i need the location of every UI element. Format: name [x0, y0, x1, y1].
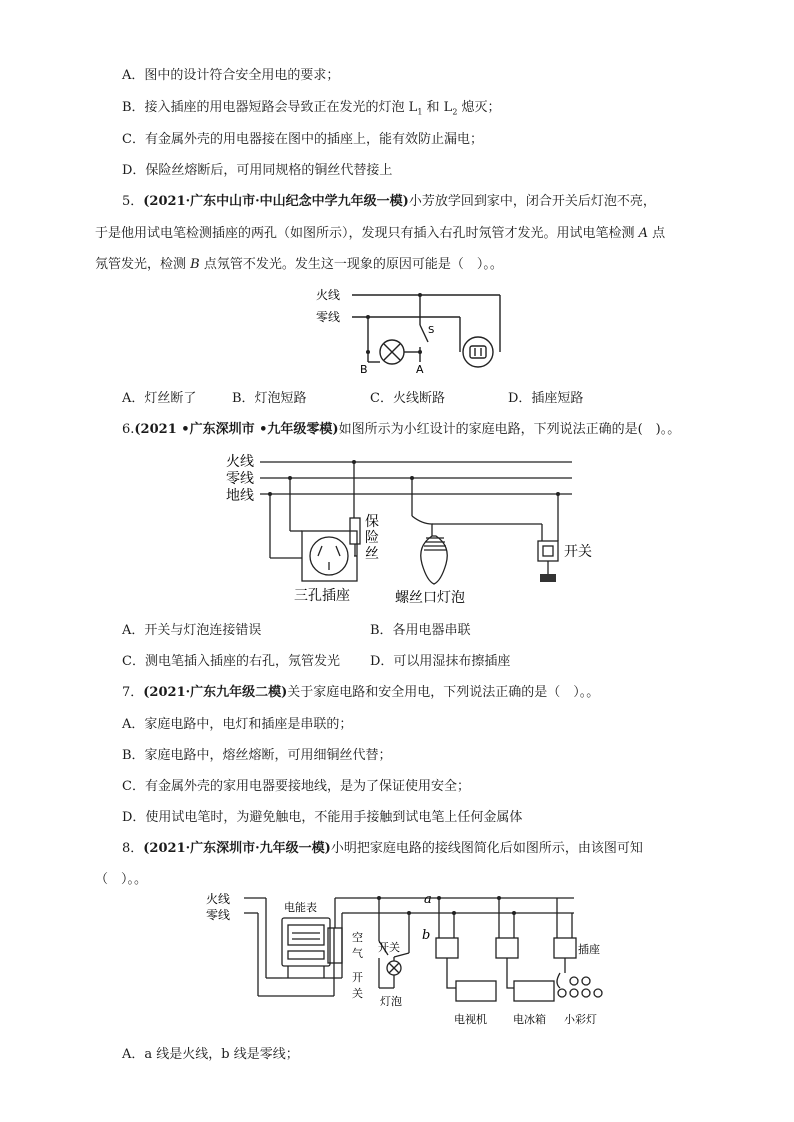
- q8-fig-lamp-label: 灯泡: [380, 995, 402, 1008]
- q8-stem-text: 小明把家庭电路的接线图简化后如图所示，由该图可知: [330, 841, 643, 856]
- q6-fig-fuse-char1: 保: [365, 514, 379, 530]
- q8-fig-breaker-char3: 开: [352, 971, 363, 984]
- q6-fig-neutral-label: 零线: [226, 471, 254, 487]
- q4-option-a: A．图中的设计符合安全用电的要求；: [122, 68, 340, 83]
- q6-fig-socket-label: 三孔插座: [294, 588, 350, 604]
- q8-fig-fridge-label: 电冰箱: [513, 1013, 546, 1026]
- q6-stem: [122, 421, 680, 439]
- q5-var-b: B: [190, 257, 200, 272]
- q8-fig-switch-label: 开关: [378, 941, 400, 954]
- q8-fig-meter-label: 电能表: [284, 901, 317, 914]
- q8-fig-wire-a: a: [424, 893, 432, 907]
- q6-fig-ground-label: 地线: [226, 488, 254, 504]
- q8-fig-wire-b: b: [422, 928, 431, 943]
- q5-number: 5．: [122, 194, 144, 209]
- q6-source: (2021 •广东深圳市 •九年级零模): [134, 422, 339, 437]
- q7-stem: [122, 684, 599, 702]
- q8-stem: [122, 840, 643, 858]
- q8-fig-socket-label: 插座: [578, 943, 600, 956]
- q5-fig-live-label: 火线: [316, 288, 341, 302]
- q8-fig-lights-label: 小彩灯: [564, 1013, 597, 1026]
- q8-option-a: A．a 线是火线，b 线是零线；: [122, 1047, 299, 1062]
- q4-option-b-sub1: 1: [417, 107, 423, 117]
- q5-fig-point-a: A: [416, 363, 424, 376]
- q6-fig-fuse-char3: 丝: [365, 546, 379, 562]
- q5-source: (2021·广东中山市·中山纪念中学九年级一模): [143, 194, 409, 209]
- q8-stem-line2: （ ）。。: [95, 872, 148, 887]
- q5-stem-text3: 氖管发光，检测: [95, 257, 191, 272]
- q6-fig-live-label: 火线: [226, 454, 254, 470]
- q5-option-c: C．火线断路: [370, 391, 445, 406]
- q8-fig-neutral-label: 零线: [206, 908, 231, 922]
- q7-option-c: C．有金属外壳的家用电器要接地线，是为了保证使用安全；: [122, 779, 470, 794]
- q5-var-a: A: [638, 226, 649, 241]
- q8-fig-tv-label: 电视机: [454, 1013, 487, 1026]
- q4-option-b-mid: 和 L: [422, 100, 453, 115]
- q6-circuit-figure: [222, 446, 602, 616]
- q8-fig-live-label: 火线: [206, 893, 231, 906]
- q7-option-d: D．使用试电笔时，为避免触电，不能用手接触到试电笔上任何金属体: [122, 810, 523, 825]
- q5-fig-point-b: B: [360, 363, 368, 376]
- q4-option-b-text: B．接入插座的用电器短路会导致正在发光的灯泡 L: [122, 100, 418, 115]
- q4-option-b-sub2: 2: [452, 107, 458, 117]
- q6-fig-bulb-label: 螺丝口灯泡: [395, 590, 465, 606]
- q6-option-a: A．开关与灯泡连接错误: [122, 623, 262, 638]
- q5-stem-text2: 于是他用试电笔检测插座的两孔（如图所示），发现只有插入右孔时氖管才发光。用试电笔检测: [95, 226, 639, 241]
- q4-option-b-end: 熄灭；: [457, 100, 501, 115]
- q7-source: (2021·广东九年级二模): [143, 685, 288, 700]
- q6-option-b: B．各用电器串联: [370, 623, 471, 638]
- q5-option-a: A．灯丝断了: [122, 391, 197, 406]
- q8-number: 8．: [122, 841, 144, 856]
- q8-fig-breaker-char1: 空: [352, 931, 363, 944]
- q8-fig-breaker-char4: 关: [352, 987, 363, 1000]
- q7-stem-text: 关于家庭电路和安全用电，下列说法正确的是（ ）。。: [287, 685, 600, 700]
- q8-circuit-figure: [204, 893, 604, 1033]
- q4-option-b: [122, 99, 501, 122]
- q5-option-d: D．插座短路: [508, 391, 584, 406]
- q5-stem-line2: [95, 225, 665, 243]
- q7-option-a: A．家庭电路中，电灯和插座是串联的；: [122, 717, 353, 732]
- q8-fig-breaker-char2: 气: [352, 947, 363, 960]
- q5-option-b: B．灯泡短路: [232, 391, 307, 406]
- q5-stem-text3-end: 点氖管不发光。发生这一现象的原因可能是（ ）。。: [199, 257, 503, 272]
- q6-option-d: D．可以用湿抹布擦插座: [370, 654, 511, 669]
- q5-stem-line3: [95, 256, 503, 274]
- q5-fig-switch-label: S: [428, 325, 435, 336]
- q6-number: 6.: [122, 422, 135, 437]
- q6-option-c: C．测电笔插入插座的右孔，氖管发光: [122, 654, 340, 669]
- q8-source: (2021·广东深圳市·九年级一模): [143, 841, 331, 856]
- q5-fig-neutral-label: 零线: [316, 310, 341, 324]
- q4-option-d: D．保险丝熔断后，可用同规格的铜丝代替接上: [122, 163, 393, 178]
- q6-fig-switch-label: 开关: [564, 544, 592, 560]
- q7-number: 7．: [122, 685, 144, 700]
- q4-option-c: C．有金属外壳的用电器接在图中的插座上，能有效防止漏电；: [122, 132, 483, 147]
- q5-stem-line1: [122, 193, 656, 211]
- q5-stem-text2-end: 点: [648, 226, 666, 241]
- q5-stem-text1: 小芳放学回到家中，闭合开关后灯泡不亮，: [408, 194, 656, 209]
- q6-stem-text: 如图所示为小红设计的家庭电路，下列说法正确的是( )。。: [338, 422, 681, 437]
- q7-option-b: B．家庭电路中，熔丝熔断，可用细铜丝代替；: [122, 748, 392, 763]
- q5-circuit-figure: [310, 287, 510, 377]
- q6-fig-fuse-char2: 险: [365, 530, 379, 546]
